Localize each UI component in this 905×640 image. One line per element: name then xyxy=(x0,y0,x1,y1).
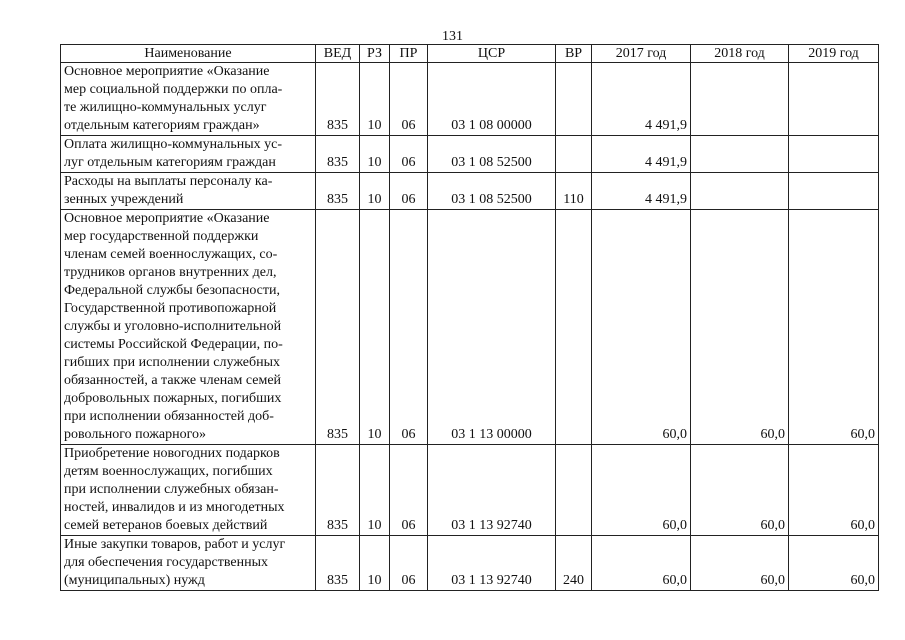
row-vr xyxy=(556,63,592,136)
row-name: Приобретение новогодних подарков детям военнослужащих, погибших при исполнении служебных обязан- ностей, инвалидов и из многодетных семей ветеранов боевых действий xyxy=(61,445,316,536)
row-ved: 835 xyxy=(316,173,360,210)
table-row xyxy=(61,136,879,173)
row-csr: 03 1 08 00000 xyxy=(428,63,556,136)
row-pr: 06 xyxy=(390,210,428,445)
header-row xyxy=(61,45,879,63)
row-name: Иные закупки товаров, работ и услуг для обеспечения государственных (муниципальных) нужд xyxy=(61,536,316,591)
row-pr: 06 xyxy=(390,173,428,210)
row-2018: 60,0 xyxy=(691,536,789,591)
row-vr xyxy=(556,136,592,173)
row-2018: 60,0 xyxy=(691,210,789,445)
row-ved: 835 xyxy=(316,536,360,591)
row-name: Оплата жилищно-коммунальных ус- луг отдельным категориям граждан xyxy=(61,136,316,173)
row-csr: 03 1 13 92740 xyxy=(428,536,556,591)
row-2019 xyxy=(789,63,879,136)
row-2019 xyxy=(789,136,879,173)
row-name: Расходы на выплаты персоналу ка- зенных учреждений xyxy=(61,173,316,210)
row-2017: 4 491,9 xyxy=(592,136,691,173)
row-2017: 4 491,9 xyxy=(592,63,691,136)
row-vr xyxy=(556,445,592,536)
row-pr: 06 xyxy=(390,63,428,136)
row-rz: 10 xyxy=(360,445,390,536)
header-ved: ВЕД xyxy=(316,45,360,63)
header-pr: ПР xyxy=(390,45,428,63)
table-row xyxy=(61,536,879,591)
row-2019: 60,0 xyxy=(789,210,879,445)
row-ved: 835 xyxy=(316,445,360,536)
row-2019: 60,0 xyxy=(789,445,879,536)
row-rz: 10 xyxy=(360,536,390,591)
row-pr: 06 xyxy=(390,445,428,536)
table-row xyxy=(61,445,879,536)
row-csr: 03 1 08 52500 xyxy=(428,173,556,210)
header-2019: 2019 год xyxy=(789,45,879,63)
row-2017: 60,0 xyxy=(592,445,691,536)
row-vr: 110 xyxy=(556,173,592,210)
header-2018: 2018 год xyxy=(691,45,789,63)
table-row xyxy=(61,173,879,210)
row-csr: 03 1 13 92740 xyxy=(428,445,556,536)
header-vr: ВР xyxy=(556,45,592,63)
header-rz: РЗ xyxy=(360,45,390,63)
row-name: Основное мероприятие «Оказание мер государственной поддержки членам семей военнослужащих, со- трудников органов внутренних дел, Федеральной службы безопасности, Государственной противопожарной службы и уголовно-исполнительной системы Российской Федерации, по- гибших при исполнении служебных обязанностей, а также членам семей добровольных пожарных, погибших при исполнении обязанностей доб- ровольного пожарного» xyxy=(61,210,316,445)
header-2017: 2017 год xyxy=(592,45,691,63)
row-ved: 835 xyxy=(316,210,360,445)
row-name: Основное мероприятие «Оказание мер социальной поддержки по опла- те жилищно-коммунальных услуг отдельным категориям граждан» xyxy=(61,63,316,136)
row-2018 xyxy=(691,63,789,136)
row-ved: 835 xyxy=(316,63,360,136)
row-2018: 60,0 xyxy=(691,445,789,536)
header-csr: ЦСР xyxy=(428,45,556,63)
row-rz: 10 xyxy=(360,63,390,136)
page-number: 131 xyxy=(442,29,463,44)
row-vr xyxy=(556,210,592,445)
table-row xyxy=(61,63,879,136)
header-name: Наименование xyxy=(61,45,316,63)
row-2017: 60,0 xyxy=(592,536,691,591)
row-pr: 06 xyxy=(390,536,428,591)
row-ved: 835 xyxy=(316,136,360,173)
row-2019: 60,0 xyxy=(789,536,879,591)
row-rz: 10 xyxy=(360,210,390,445)
row-2017: 4 491,9 xyxy=(592,173,691,210)
table-row xyxy=(61,210,879,445)
row-csr: 03 1 13 00000 xyxy=(428,210,556,445)
budget-table xyxy=(60,44,879,591)
row-rz: 10 xyxy=(360,136,390,173)
row-2017: 60,0 xyxy=(592,210,691,445)
row-rz: 10 xyxy=(360,173,390,210)
row-2018 xyxy=(691,173,789,210)
row-vr: 240 xyxy=(556,536,592,591)
row-2018 xyxy=(691,136,789,173)
row-2019 xyxy=(789,173,879,210)
row-pr: 06 xyxy=(390,136,428,173)
row-csr: 03 1 08 52500 xyxy=(428,136,556,173)
